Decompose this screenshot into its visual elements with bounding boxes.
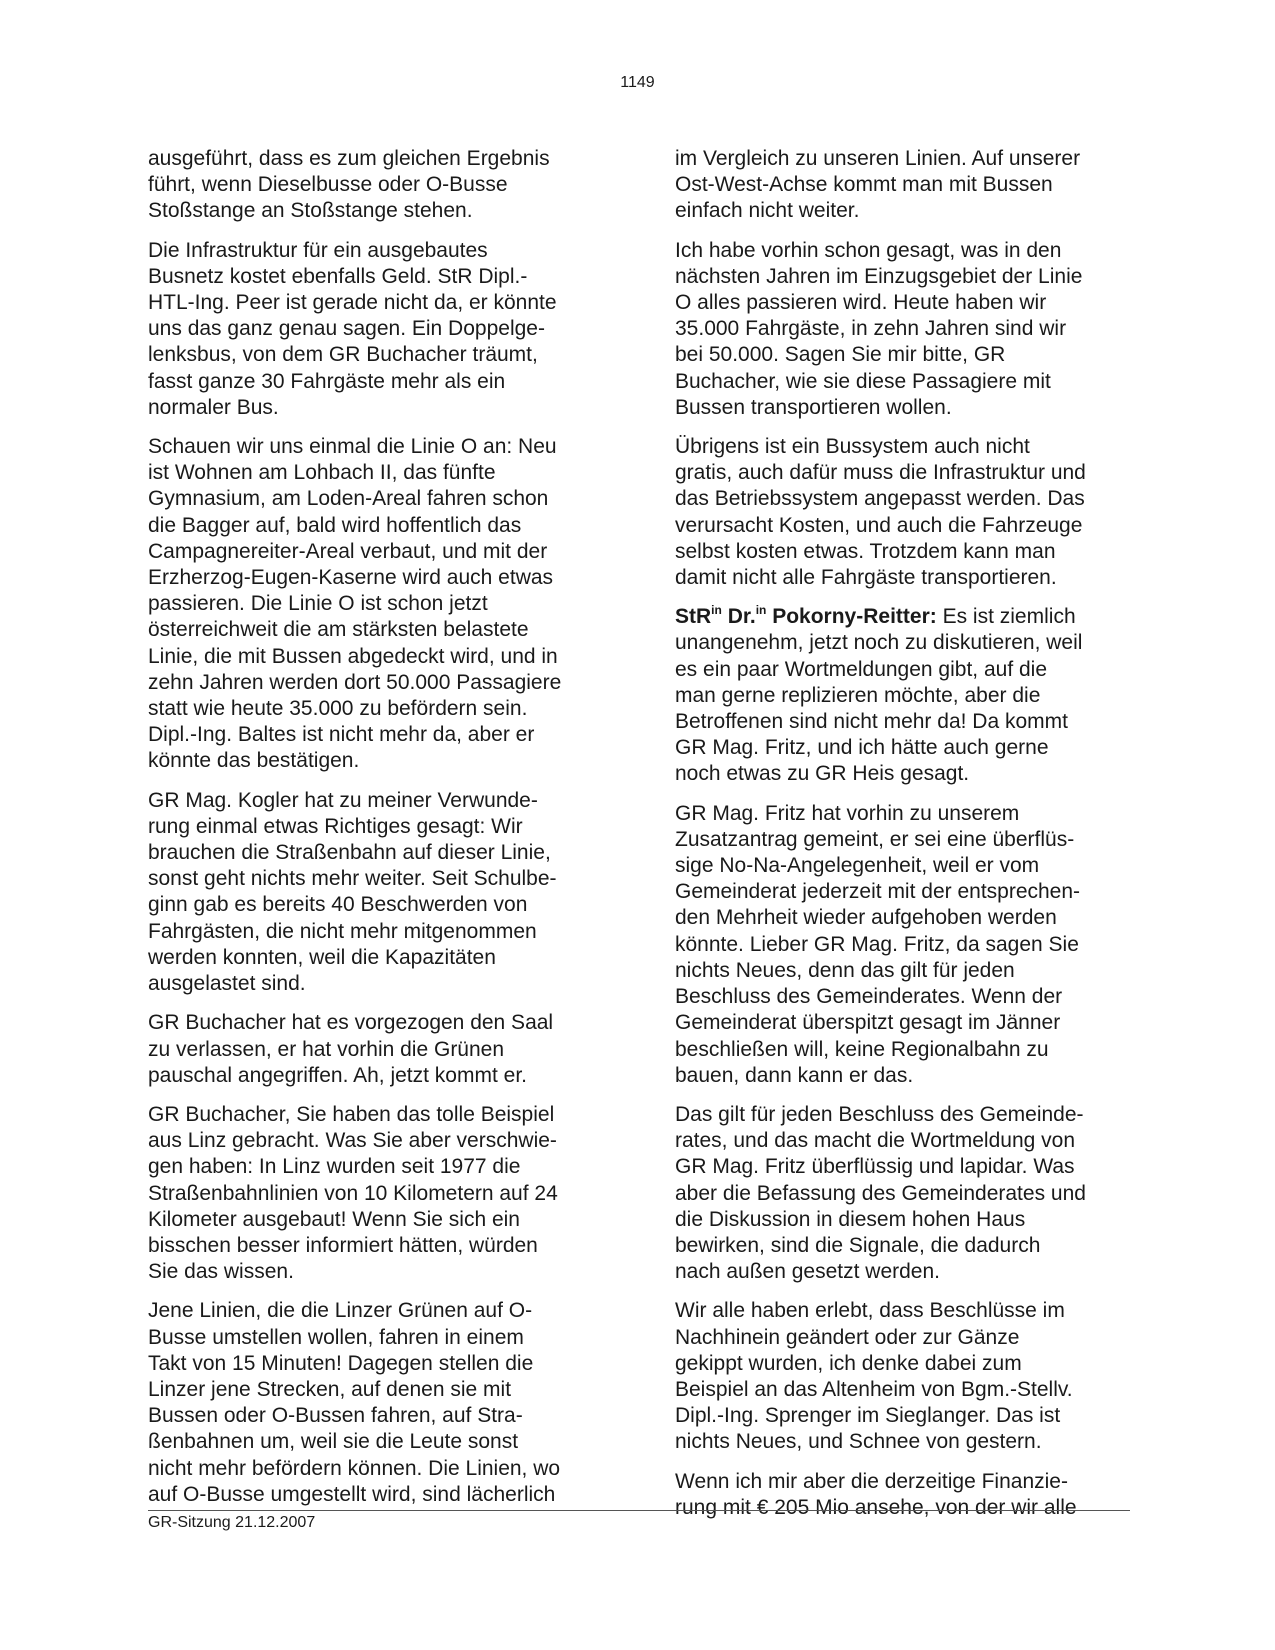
text-line: Kilometer ausgebaut! Wenn Sie sich ein — [148, 1207, 520, 1231]
right-column — [675, 146, 1125, 1534]
paragraph — [675, 1102, 1125, 1285]
text-line: könnte das bestätigen. — [148, 749, 360, 773]
text-line: man gerne replizieren möchte, aber die — [675, 683, 1041, 707]
text-line: Das gilt für jeden Beschluss des Gemeinde- — [675, 1102, 1084, 1126]
text-line: österreichweit die am stärksten belastete — [148, 618, 529, 642]
text-line: rung mit € 205 Mio ansehe, von der wir alle — [675, 1495, 1077, 1519]
text-line: nichts Neues, und Schnee von gestern. — [675, 1430, 1042, 1454]
text-line: lenksbus, von dem GR Buchacher träumt, — [148, 343, 538, 367]
text-line: Betroffenen sind nicht mehr da! Da kommt — [675, 710, 1068, 734]
text-line: Erzherzog-Eugen-Kaserne wird auch etwas — [148, 566, 554, 590]
speaker-name — [675, 605, 937, 628]
text-line: das Betriebssystem angepasst werden. Das — [675, 487, 1085, 511]
text-line: sige No-Na-Angelegenheit, weil er vom — [675, 854, 1040, 878]
text-line: Die Infrastruktur für ein ausgebautes — [148, 238, 488, 262]
text-line: HTL-Ing. Peer ist gerade nicht da, er könnte — [148, 291, 557, 315]
paragraph — [148, 1298, 598, 1508]
paragraph — [675, 434, 1125, 591]
paragraph — [675, 1298, 1125, 1455]
text-line: Takt von 15 Minuten! Dagegen stellen die — [148, 1351, 534, 1375]
speaker-surname: Pokorny-Reitter: — [772, 605, 937, 629]
text-line: im Vergleich zu unseren Linien. Auf unserer — [675, 147, 1081, 170]
text-line: ßenbahnen um, weil sie die Leute sonst — [148, 1430, 519, 1454]
paragraph — [148, 788, 598, 998]
text-line: Wir alle haben erlebt, dass Beschlüsse im — [675, 1299, 1065, 1323]
text-line: Beispiel an das Altenheim von Bgm.-Stellv. — [675, 1377, 1073, 1401]
text-line: den Mehrheit wieder aufgehoben werden — [675, 906, 1057, 930]
text-line: Linzer jene Strecken, auf denen sie mit — [148, 1377, 512, 1401]
text-line: GR Mag. Fritz hat vorhin zu unserem — [675, 801, 1020, 825]
text-line: rates, und das macht die Wortmeldung von — [675, 1129, 1075, 1153]
text-line: werden konnten, weil die Kapazitäten — [148, 945, 496, 969]
text-line: Gemeinderat überspitzt gesagt im Jänner — [675, 1011, 1061, 1035]
text-line: Jene Linien, die die Linzer Grünen auf O- — [148, 1299, 533, 1323]
paragraph — [148, 1010, 598, 1089]
text-line: Schauen wir uns einmal die Linie O an: Neu — [148, 435, 557, 459]
footer-divider — [148, 1510, 1130, 1511]
text-line: verursacht Kosten, und auch die Fahrzeuge — [675, 513, 1083, 537]
text-line: bei 50.000. Sagen Sie mir bitte, GR — [675, 343, 1006, 367]
text-line: Stoßstange an Stoßstange stehen. — [148, 199, 473, 223]
text-line: Fahrgästen, die nicht mehr mitgenommen — [148, 919, 537, 943]
paragraph — [675, 238, 1125, 421]
text-line: Bussen transportieren wollen. — [675, 395, 952, 419]
speaker-title-suffix: in — [711, 603, 722, 618]
text-line: GR Mag. Kogler hat zu meiner Verwunde- — [148, 788, 538, 812]
speaker-degree-suffix: in — [755, 603, 767, 618]
text-line: Ost-West-Achse kommt man mit Bussen — [675, 173, 1053, 197]
text-line: ausgelastet sind. — [148, 972, 306, 996]
text-line: passieren. Die Linie O ist schon jetzt — [148, 592, 488, 616]
text-line: Dipl.-Ing. Baltes ist nicht mehr da, aber er — [148, 723, 535, 747]
speaker-text: Es ist ziemlich — [942, 605, 1076, 629]
text-line: beschließen will, keine Regionalbahn zu — [675, 1037, 1049, 1061]
text-line: fasst ganze 30 Fahrgäste mehr als ein — [148, 369, 506, 393]
text-line: GR Buchacher hat es vorgezogen den Saal — [148, 1011, 554, 1035]
text-line: aus Linz gebracht. Was Sie aber verschwie- — [148, 1129, 557, 1153]
footer-session-label: GR-Sitzung 21.12.2007 — [148, 1514, 316, 1531]
speaker-paragraph — [675, 604, 1125, 787]
text-line: Linie, die mit Bussen abgedeckt wird, und in — [148, 644, 558, 668]
text-line: GR Mag. Fritz überflüssig und lapidar. Was — [675, 1155, 1075, 1179]
paragraph — [148, 238, 598, 421]
text-line: Zusatzantrag gemeint, er sei eine überflüs- — [675, 827, 1075, 851]
text-line: Buchacher, wie sie diese Passagiere mit — [675, 369, 1051, 393]
text-line: nicht mehr befördern können. Die Linien, wo — [148, 1456, 561, 1480]
text-line: Sie das wissen. — [148, 1260, 294, 1284]
text-line: Beschluss des Gemeinderates. Wenn der — [675, 985, 1063, 1009]
text-line: GR Mag. Fritz, und ich hätte auch gerne — [675, 736, 1049, 760]
text-line: Nachhinein geändert oder zur Gänze — [675, 1325, 1020, 1349]
text-line: könnte. Lieber GR Mag. Fritz, da sagen Sie — [675, 932, 1079, 956]
text-line: nächsten Jahren im Einzugsgebiet der Linie — [675, 264, 1083, 288]
text-line: auf O-Busse umgestellt wird, sind lächerlich — [148, 1482, 556, 1506]
text-line: Ich habe vorhin schon gesagt, was in den — [675, 238, 1062, 262]
text-line: bewirken, sind die Signale, die dadurch — [675, 1233, 1041, 1257]
page-number: 1149 — [620, 74, 655, 91]
text-line: brauchen die Straßenbahn auf dieser Linie, — [148, 841, 551, 865]
text-line: es ein paar Wortmeldungen gibt, auf die — [675, 657, 1048, 681]
speaker-line — [675, 604, 1125, 630]
text-line: damit nicht alle Fahrgäste transportieren. — [675, 566, 1057, 590]
text-line: O alles passieren wird. Heute haben wir — [675, 291, 1047, 315]
text-line: GR Buchacher, Sie haben das tolle Beispiel — [148, 1102, 555, 1126]
text-line: Busnetz kostet ebenfalls Geld. StR Dipl.- — [148, 264, 528, 288]
text-line: einfach nicht weiter. — [675, 199, 860, 223]
text-line: Bussen oder O-Bussen fahren, auf Stra- — [148, 1404, 523, 1428]
text-line: bisschen besser informiert hätten, würden — [148, 1233, 538, 1257]
text-line: zehn Jahren werden dort 50.000 Passagiere — [148, 670, 562, 694]
text-line: Gymnasium, am Loden-Areal fahren schon — [148, 487, 549, 511]
paragraph — [148, 434, 598, 775]
text-line: gekippt wurden, ich denke dabei zum — [675, 1351, 1022, 1375]
left-column — [148, 146, 598, 1521]
speaker-title: StR — [675, 605, 712, 629]
paragraph — [675, 146, 1125, 225]
text-line: ausgeführt, dass es zum gleichen Ergebnis — [148, 147, 550, 170]
text-line: die Diskussion in diesem hohen Haus — [675, 1207, 1026, 1231]
text-line: 35.000 Fahrgäste, in zehn Jahren sind wir — [675, 317, 1067, 341]
text-line: die Bagger auf, bald wird hoffentlich das — [148, 513, 522, 537]
paragraph — [148, 1102, 598, 1285]
text-line: zu verlassen, er hat vorhin die Grünen — [148, 1037, 505, 1061]
text-line: Wenn ich mir aber die derzeitige Finanzie- — [675, 1469, 1068, 1493]
text-line: gratis, auch dafür muss die Infrastruktur und — [675, 461, 1086, 485]
text-line: bauen, dann kann er das. — [675, 1063, 914, 1087]
text-line: Dipl.-Ing. Sprenger im Sieglanger. Das ist — [675, 1404, 1061, 1428]
text-line: Campagnereiter-Areal verbaut, und mit der — [148, 539, 548, 563]
text-line: ginn gab es bereits 40 Beschwerden von — [148, 893, 528, 917]
text-line: ist Wohnen am Lohbach II, das fünfte — [148, 461, 496, 485]
speaker-degree: Dr. — [727, 605, 756, 629]
text-line: sonst geht nichts mehr weiter. Seit Schulbe- — [148, 867, 557, 891]
text-line: rung einmal etwas Richtiges gesagt: Wir — [148, 814, 523, 838]
paragraph — [675, 1469, 1125, 1521]
paragraph — [675, 801, 1125, 1089]
text-line: statt wie heute 35.000 zu befördern sein. — [148, 697, 528, 721]
text-line: uns das ganz genau sagen. Ein Doppelge- — [148, 317, 545, 341]
text-line: pauschal angegriffen. Ah, jetzt kommt er. — [148, 1063, 527, 1087]
paragraph — [148, 146, 598, 225]
text-line: führt, wenn Dieselbusse oder O-Busse — [148, 173, 508, 197]
text-line: unangenehm, jetzt noch zu diskutieren, weil — [675, 631, 1083, 655]
text-line: Straßenbahnlinien von 10 Kilometern auf 24 — [148, 1181, 558, 1205]
text-line: gen haben: In Linz wurden seit 1977 die — [148, 1155, 521, 1179]
text-line: Übrigens ist ein Bussystem auch nicht — [675, 435, 1030, 459]
text-line: noch etwas zu GR Heis gesagt. — [675, 762, 970, 786]
text-line: Gemeinderat jederzeit mit der entsprechen- — [675, 880, 1081, 904]
text-line: normaler Bus. — [148, 395, 279, 419]
text-line: nichts Neues, denn das gilt für jeden — [675, 958, 1015, 982]
text-line: selbst kosten etwas. Trotzdem kann man — [675, 539, 1056, 563]
text-line: Busse umstellen wollen, fahren in einem — [148, 1325, 524, 1349]
text-line: aber die Befassung des Gemeinderates und — [675, 1181, 1086, 1205]
text-line: nach außen gesetzt werden. — [675, 1260, 941, 1284]
